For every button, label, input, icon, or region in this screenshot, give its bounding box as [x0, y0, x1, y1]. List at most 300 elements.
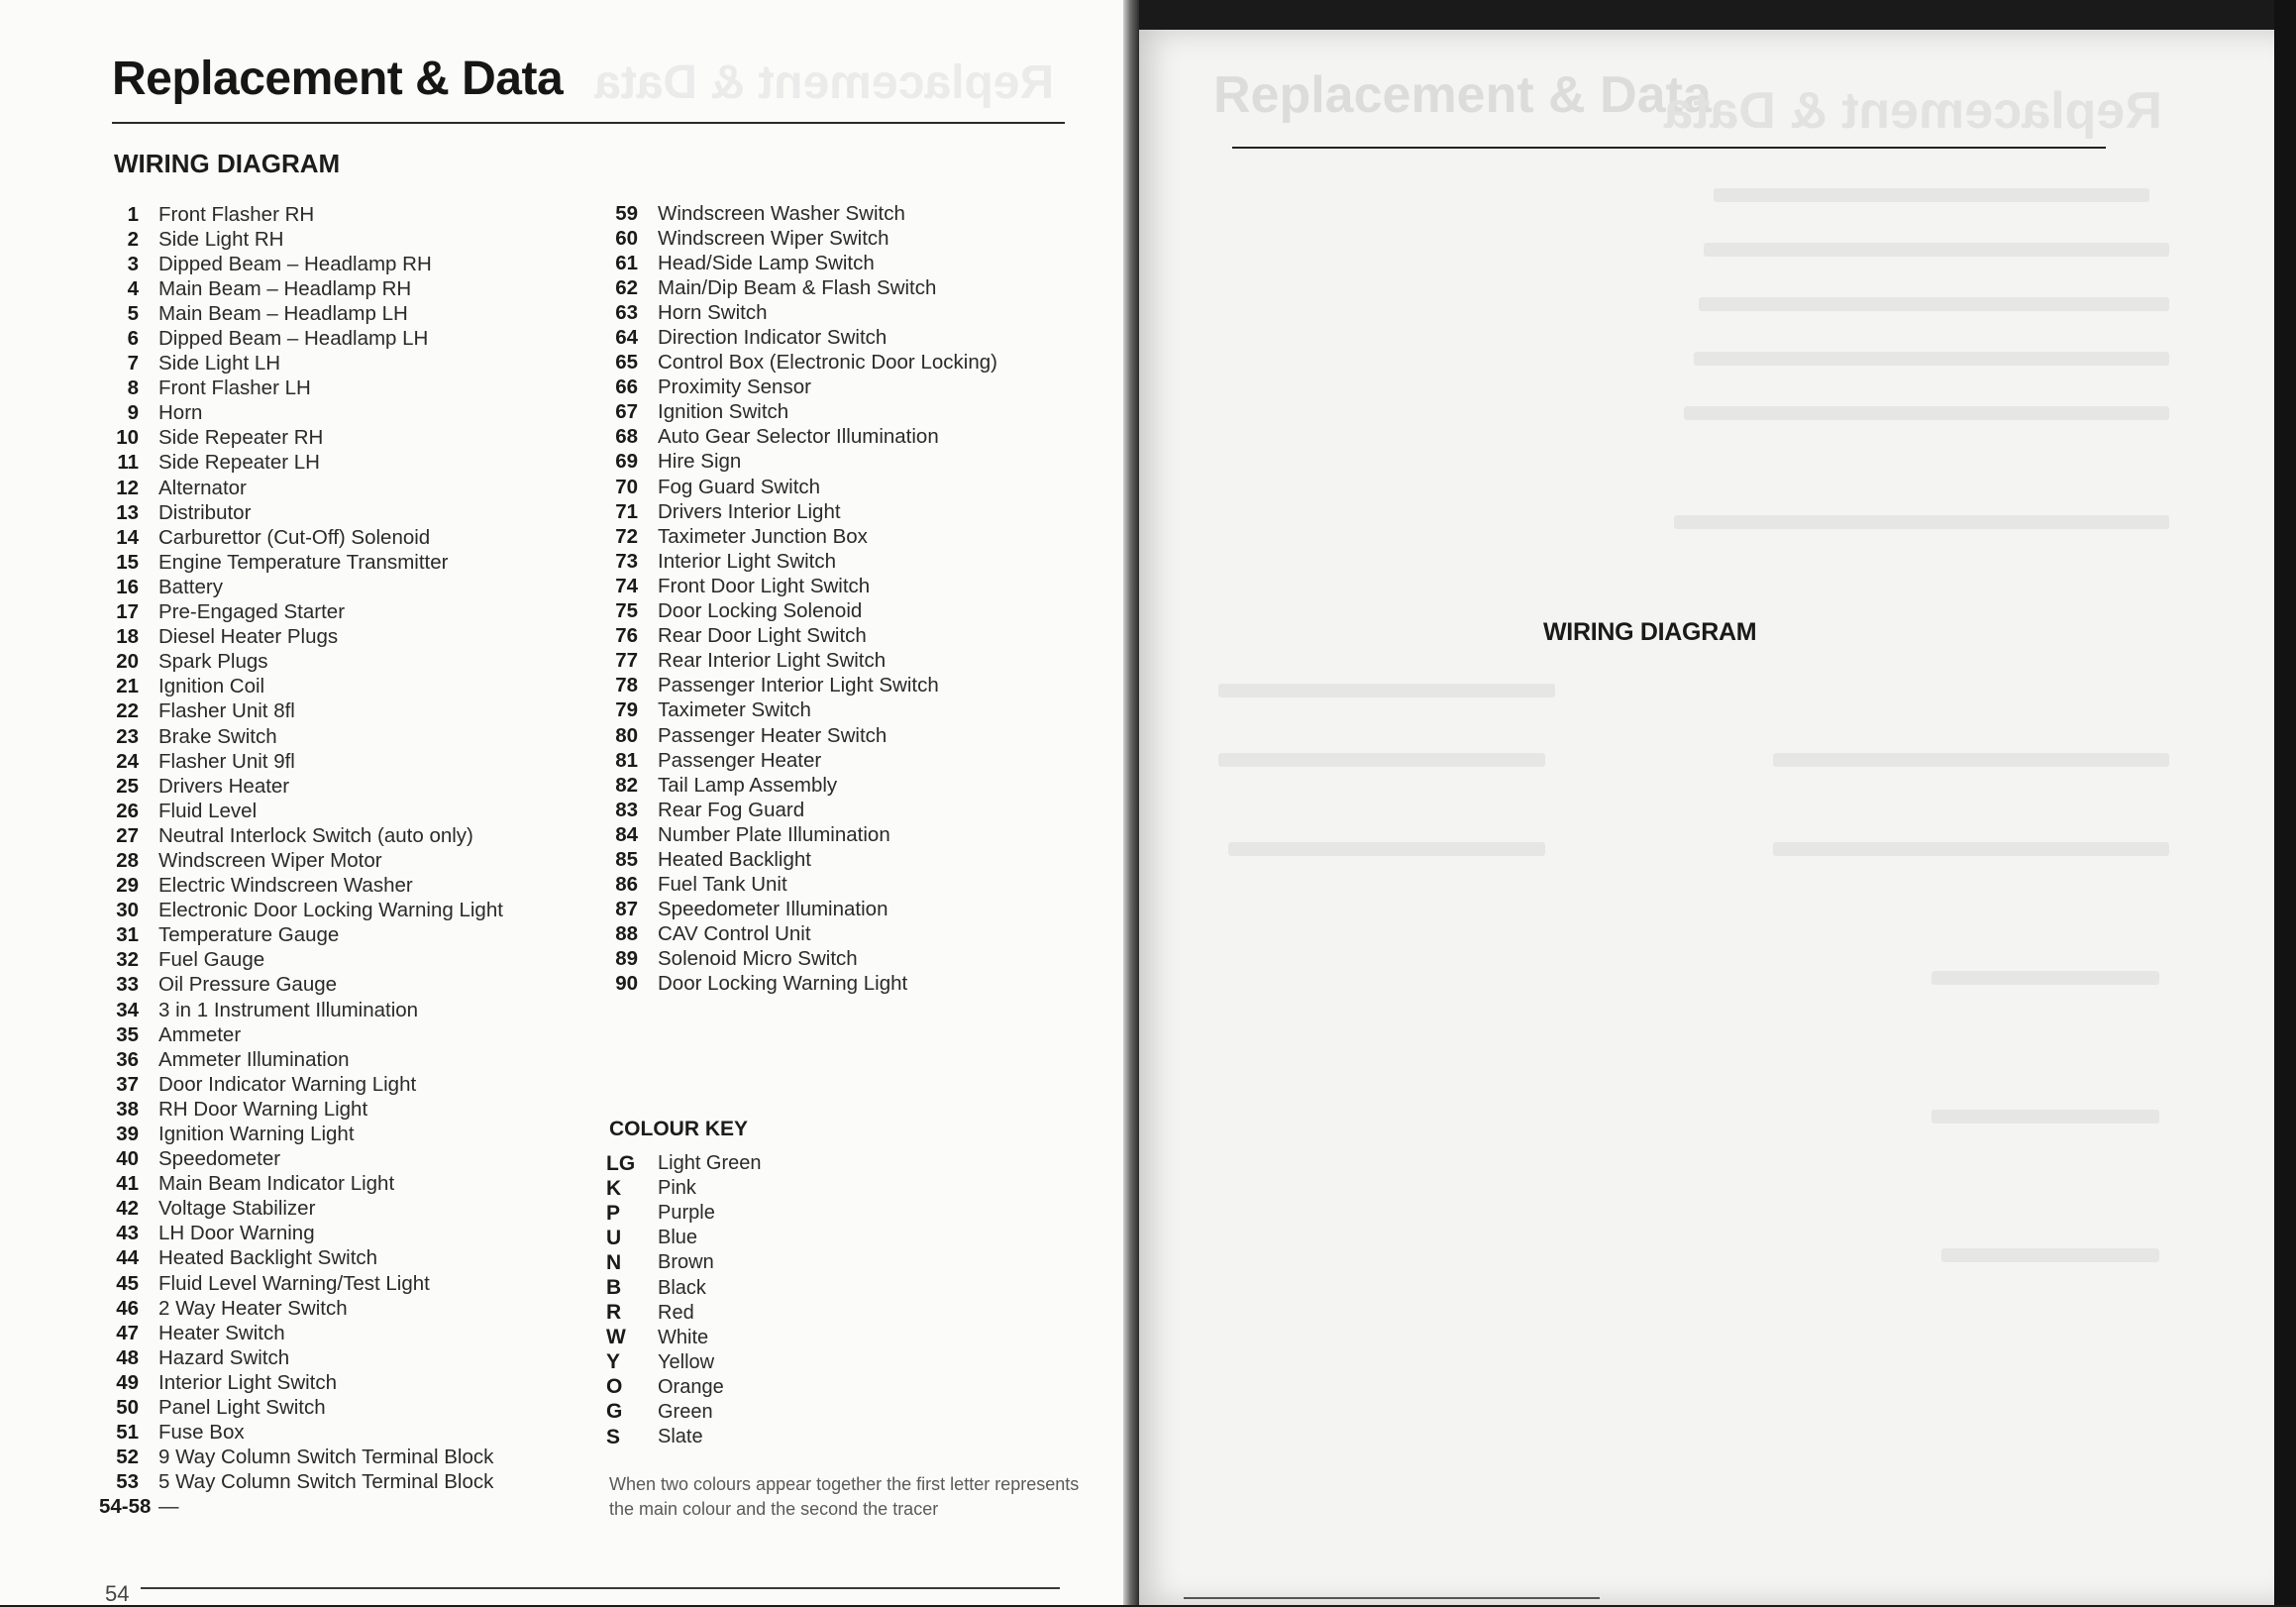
wiring-item-label: Interior Light Switch: [658, 549, 837, 573]
show-through-text: [1704, 243, 2169, 257]
wiring-item: [99, 1097, 503, 1122]
wiring-item-number: 79: [615, 698, 638, 722]
show-through-text: [1773, 842, 2169, 856]
wiring-item: [598, 922, 997, 947]
wiring-item-number: 28: [116, 848, 139, 872]
wiring-item: [598, 723, 997, 748]
colour-key-item: [606, 1151, 762, 1176]
wiring-item-label: Door Locking Solenoid: [658, 599, 863, 623]
wiring-item-number: 89: [615, 947, 638, 971]
colour-key-item: [606, 1350, 762, 1375]
wiring-item-label: Flasher Unit 8fl: [158, 699, 295, 723]
colour-key-item-label: Green: [658, 1400, 713, 1423]
wiring-item-label: Taximeter Junction Box: [658, 524, 868, 548]
wiring-item-number: 34: [116, 998, 139, 1021]
wiring-item-number: 84: [615, 822, 638, 846]
wiring-item: [598, 947, 997, 972]
wiring-item-label: Fuel Tank Unit: [658, 873, 787, 897]
wiring-item-number: 32: [116, 948, 139, 972]
wiring-item-label: Heater Switch: [158, 1321, 285, 1344]
wiring-item-number: 5: [127, 301, 139, 325]
wiring-item-label: CAV Control Unit: [658, 922, 811, 946]
wiring-item-label: Front Flasher RH: [158, 202, 315, 226]
right-page: [1131, 30, 2280, 1605]
wiring-item: [598, 450, 997, 475]
wiring-item: [99, 724, 503, 749]
wiring-item: [598, 898, 997, 922]
wiring-item-label: Passenger Heater: [658, 748, 822, 772]
wiring-item-number: 39: [116, 1123, 139, 1146]
wiring-item: [99, 675, 503, 699]
wiring-item-number: 68: [615, 425, 638, 449]
wiring-item-number: 20: [116, 650, 139, 674]
wiring-item: [99, 699, 503, 724]
wiring-item-number: 66: [615, 375, 638, 399]
colour-key-item-label: Brown: [658, 1251, 714, 1274]
show-through-text: [1699, 297, 2169, 311]
wiring-item-number: 21: [116, 675, 139, 698]
colour-key-item: [606, 1226, 762, 1250]
wiring-item: [598, 798, 997, 822]
wiring-item-label: Neutral Interlock Switch (auto only): [158, 823, 473, 847]
colour-key-item-label: Pink: [658, 1177, 696, 1200]
wiring-item: [598, 773, 997, 798]
wiring-item-label: Auto Gear Selector Illumination: [658, 425, 939, 449]
wiring-item: [99, 1470, 503, 1495]
wiring-item-number: 71: [615, 499, 638, 523]
wiring-item-label: Windscreen Washer Switch: [658, 201, 905, 225]
colour-key-item-number: S: [606, 1425, 621, 1448]
wiring-item-label: Speedometer: [158, 1147, 281, 1171]
wiring-item-number: 52: [116, 1446, 139, 1469]
wiring-item-number: 83: [615, 798, 638, 821]
wiring-item: [598, 822, 997, 847]
wiring-item-number: 3: [127, 252, 139, 275]
wiring-item-label: Front Door Light Switch: [658, 574, 871, 597]
wiring-item-label: Hazard Switch: [158, 1345, 290, 1369]
wiring-item-number: 67: [615, 400, 638, 424]
wiring-item: [598, 649, 997, 674]
wiring-item-label: Main/Dip Beam & Flash Switch: [658, 275, 937, 299]
wiring-item-number: 31: [116, 923, 139, 947]
wiring-item-label: Speedometer Illumination: [658, 898, 888, 921]
wiring-item-number: 72: [615, 524, 638, 548]
wiring-item-label: Horn: [158, 401, 203, 425]
colour-key-item-number: B: [606, 1276, 622, 1300]
show-through-text: [1931, 1110, 2159, 1124]
wiring-item-number: 1: [127, 202, 139, 226]
wiring-item: [598, 524, 997, 549]
book-spine: [1123, 0, 1139, 1605]
colour-key-item: [606, 1425, 762, 1449]
wiring-item-label: Taximeter Switch: [658, 698, 811, 722]
wiring-item-label: Door Indicator Warning Light: [158, 1072, 417, 1096]
wiring-item-label: Pre-Engaged Starter: [158, 600, 346, 624]
wiring-item: [598, 549, 997, 574]
wiring-item-number: 41: [116, 1172, 139, 1196]
colour-key-item: [606, 1301, 762, 1326]
wiring-item: [99, 1495, 503, 1520]
wiring-item-label: Number Plate Illumination: [658, 822, 890, 846]
wiring-item-label: Oil Pressure Gauge: [158, 973, 338, 997]
wiring-item-label: LH Door Warning: [158, 1222, 315, 1245]
colour-key-item: [606, 1176, 762, 1201]
wiring-item: [99, 276, 503, 301]
wiring-item-number: 15: [116, 550, 139, 574]
wiring-item: [99, 1396, 503, 1421]
wiring-item-label: Rear Fog Guard: [658, 798, 805, 821]
page-number: 54: [105, 1581, 130, 1606]
wiring-item-number: 46: [116, 1296, 139, 1320]
wiring-item-label: Rear Interior Light Switch: [658, 649, 887, 673]
colour-key-item: [606, 1275, 762, 1300]
colour-key-item-number: R: [606, 1301, 622, 1325]
wiring-item-number: 4: [127, 276, 139, 300]
wiring-item: [99, 376, 503, 401]
wiring-list-column-1: [99, 202, 503, 1520]
wiring-item-number: 81: [615, 748, 638, 772]
wiring-item: [99, 227, 503, 252]
wiring-item-number: 86: [615, 873, 638, 897]
wiring-item: [99, 948, 503, 973]
wiring-item-number: 12: [116, 476, 139, 499]
wiring-item-number: 35: [116, 1022, 139, 1046]
show-through-text: [1941, 1248, 2159, 1262]
section-heading: WIRING DIAGRAM: [114, 149, 341, 178]
wiring-item-label: Control Box (Electronic Door Locking): [658, 351, 997, 375]
wiring-item-number: 37: [116, 1072, 139, 1096]
wiring-item: [99, 823, 503, 848]
wiring-item: [99, 650, 503, 675]
wiring-item: [99, 500, 503, 525]
wiring-item-number: 60: [615, 226, 638, 250]
wiring-item-number: 44: [116, 1246, 139, 1270]
wiring-item-label: Electric Windscreen Washer: [158, 874, 413, 898]
wiring-item: [99, 1271, 503, 1296]
wiring-item: [598, 499, 997, 524]
wiring-item-label: Fluid Level Warning/Test Light: [158, 1271, 430, 1295]
wiring-item-number: 62: [615, 275, 638, 299]
wiring-item-number: 18: [116, 625, 139, 649]
wiring-item: [598, 325, 997, 350]
wiring-item-label: Fog Guard Switch: [658, 475, 821, 498]
title-rule: [112, 122, 1065, 124]
wiring-item-number: 40: [116, 1147, 139, 1171]
wiring-item-label: Side Light LH: [158, 352, 281, 375]
wiring-item-label: Proximity Sensor: [658, 375, 811, 399]
wiring-item-label: Head/Side Lamp Switch: [658, 251, 875, 274]
wiring-item-number: 2: [127, 227, 139, 251]
wiring-item-number: 45: [116, 1271, 139, 1295]
wiring-item-number: 49: [116, 1370, 139, 1394]
wiring-item: [99, 401, 503, 426]
wiring-item-label: Voltage Stabilizer: [158, 1197, 316, 1221]
wiring-item-number: 43: [116, 1222, 139, 1245]
right-section-heading: WIRING DIAGRAM: [1543, 618, 1757, 646]
wiring-item-label: Front Flasher LH: [158, 376, 311, 400]
wiring-item: [598, 674, 997, 698]
wiring-item-label: Electronic Door Locking Warning Light: [158, 899, 503, 922]
wiring-item: [99, 202, 503, 227]
colour-key-item-number: P: [606, 1201, 621, 1225]
wiring-item: [99, 525, 503, 550]
wiring-item-label: Rear Door Light Switch: [658, 624, 867, 648]
wiring-item-label: Ignition Coil: [158, 675, 265, 698]
wiring-item-label: Solenoid Micro Switch: [658, 947, 858, 971]
wiring-item: [598, 698, 997, 723]
wiring-item-label: Carburettor (Cut-Off) Solenoid: [158, 525, 431, 549]
show-through-title-right: Replacement & Data: [1213, 66, 1712, 124]
wiring-item-label: 5 Way Column Switch Terminal Block: [158, 1470, 494, 1494]
wiring-item-number: 29: [116, 874, 139, 898]
wiring-item-label: Hire Sign: [658, 450, 742, 474]
wiring-item-number: 36: [116, 1047, 139, 1071]
wiring-item-number: 10: [116, 426, 139, 450]
wiring-item: [99, 749, 503, 774]
wiring-item-label: 2 Way Heater Switch: [158, 1296, 348, 1320]
show-through-title: Replacement & Data: [594, 56, 1055, 109]
wiring-item-number: 7: [127, 352, 139, 375]
wiring-item: [598, 599, 997, 624]
wiring-item: [99, 476, 503, 500]
wiring-item-number: 22: [116, 699, 139, 723]
wiring-item: [99, 575, 503, 599]
wiring-item-label: Tail Lamp Assembly: [658, 773, 838, 797]
colour-key-item: [606, 1326, 762, 1350]
wiring-item-number: 53: [116, 1470, 139, 1494]
wiring-item: [598, 351, 997, 375]
wiring-item-number: 33: [116, 973, 139, 997]
wiring-item-number: 13: [116, 500, 139, 524]
wiring-item: [99, 1147, 503, 1172]
colour-key-item-number: W: [606, 1326, 626, 1349]
wiring-item-number: 6: [127, 327, 139, 351]
wiring-item-label: Panel Light Switch: [158, 1396, 326, 1420]
colour-key-item-number: U: [606, 1226, 622, 1249]
colour-key-item: [606, 1250, 762, 1275]
colour-key-item-label: Blue: [658, 1227, 698, 1249]
wiring-item: [598, 226, 997, 251]
wiring-item-number: 16: [116, 575, 139, 598]
wiring-item-label: Ammeter: [158, 1022, 242, 1046]
wiring-list-column-2: [598, 201, 997, 997]
wiring-item: [99, 352, 503, 376]
wiring-item: [99, 1022, 503, 1047]
wiring-item-label: Ignition Switch: [658, 400, 789, 424]
wiring-item: [99, 1321, 503, 1345]
wiring-item-number: 61: [615, 251, 638, 274]
wiring-item-label: Door Locking Warning Light: [658, 972, 908, 996]
wiring-item: [99, 1047, 503, 1072]
show-through-text: [1228, 842, 1545, 856]
wiring-item: [598, 300, 997, 325]
wiring-item: [598, 201, 997, 226]
wiring-item-number: 87: [615, 898, 638, 921]
colour-key-heading: COLOUR KEY: [609, 1118, 749, 1140]
wiring-item-label: Main Beam Indicator Light: [158, 1172, 395, 1196]
wiring-item-label: 3 in 1 Instrument Illumination: [158, 998, 419, 1021]
colour-key-item-number: G: [606, 1400, 623, 1424]
footer-rule: [141, 1587, 1060, 1589]
wiring-item-number: 63: [615, 300, 638, 324]
wiring-item: [99, 1345, 503, 1370]
wiring-item-label: RH Door Warning Light: [158, 1097, 368, 1121]
scan-edge: [2274, 0, 2296, 1605]
wiring-item-label: Dipped Beam – Headlamp RH: [158, 252, 432, 275]
wiring-item-number: 50: [116, 1396, 139, 1420]
wiring-item: [598, 972, 997, 997]
wiring-item-label: Windscreen Wiper Motor: [158, 848, 382, 872]
wiring-item-label: Drivers Interior Light: [658, 499, 841, 523]
show-through-text: [1714, 188, 2149, 202]
wiring-item-number: 69: [615, 450, 638, 474]
wiring-item-number: 78: [615, 674, 638, 697]
wiring-item: [99, 600, 503, 625]
wiring-item-label: Ammeter Illumination: [158, 1047, 350, 1071]
wiring-item-label: Flasher Unit 9fl: [158, 749, 295, 773]
wiring-item-label: Alternator: [158, 476, 247, 499]
wiring-item-label: Passenger Interior Light Switch: [658, 674, 939, 697]
wiring-item: [99, 1446, 503, 1470]
colour-key-item-label: White: [658, 1326, 709, 1348]
wiring-item-number: 75: [615, 599, 638, 623]
wiring-item: [99, 848, 503, 873]
wiring-item-label: Side Light RH: [158, 227, 284, 251]
show-through-text: [1773, 753, 2169, 767]
wiring-item: [99, 1197, 503, 1222]
wiring-item-number: 80: [615, 723, 638, 747]
right-footer-rule: [1184, 1597, 1600, 1599]
show-through-text: [1674, 515, 2169, 529]
wiring-item: [99, 1122, 503, 1146]
wiring-item: [598, 375, 997, 400]
wiring-item: [99, 625, 503, 650]
colour-key-item-label: Yellow: [658, 1350, 715, 1373]
wiring-item: [598, 624, 997, 649]
wiring-item-number: 73: [615, 549, 638, 573]
wiring-item-number: 11: [117, 451, 139, 475]
wiring-item-label: Windscreen Wiper Switch: [658, 226, 889, 250]
wiring-item-label: Horn Switch: [658, 300, 768, 324]
colour-key-item-label: Black: [658, 1276, 706, 1299]
wiring-item: [598, 873, 997, 898]
wiring-item-label: Heated Backlight Switch: [158, 1246, 378, 1270]
wiring-item-label: Fluid Level: [158, 799, 258, 822]
wiring-item: [99, 899, 503, 923]
wiring-item-label: Battery: [158, 575, 223, 598]
colour-key-item-number: K: [606, 1176, 622, 1200]
wiring-item: [99, 1246, 503, 1271]
wiring-item: [99, 326, 503, 351]
show-through-text: [1694, 352, 2169, 366]
wiring-item-number: 76: [615, 624, 638, 648]
colour-key-item: [606, 1400, 762, 1425]
wiring-item-number: 51: [116, 1421, 139, 1445]
wiring-item-label: Ignition Warning Light: [158, 1123, 355, 1146]
wiring-item-label: Side Repeater LH: [158, 451, 320, 475]
wiring-item-number: 24: [116, 749, 139, 773]
wiring-item-label: Distributor: [158, 500, 252, 524]
wiring-item-number: 59: [615, 201, 638, 225]
wiring-item: [99, 799, 503, 823]
wiring-item-number: 82: [615, 773, 638, 797]
wiring-item-label: Spark Plugs: [158, 650, 268, 674]
wiring-item: [99, 1172, 503, 1197]
wiring-item: [99, 550, 503, 575]
wiring-item: [99, 1370, 503, 1395]
wiring-item-number: 88: [615, 922, 638, 946]
wiring-item: [598, 748, 997, 773]
colour-key-list: [606, 1151, 762, 1449]
wiring-item-number: 54-58: [99, 1495, 152, 1519]
wiring-item: [598, 425, 997, 450]
wiring-item: [598, 400, 997, 425]
wiring-item-label: Fuse Box: [158, 1421, 245, 1445]
show-through-text: [1218, 684, 1555, 697]
wiring-item-label: Heated Backlight: [658, 847, 811, 871]
wiring-item: [99, 874, 503, 899]
wiring-item-label: 9 Way Column Switch Terminal Block: [158, 1446, 494, 1469]
colour-key-item-label: Slate: [658, 1426, 703, 1448]
wiring-item: [99, 1421, 503, 1446]
wiring-item: [598, 275, 997, 300]
wiring-item: [99, 301, 503, 326]
wiring-item-number: 9: [127, 401, 139, 425]
page-title: Replacement & Data: [112, 53, 564, 105]
wiring-item-number: 8: [127, 376, 139, 400]
colour-key-item-label: Orange: [658, 1375, 724, 1398]
wiring-item-number: 64: [615, 326, 638, 350]
wiring-item-number: 48: [116, 1345, 139, 1369]
wiring-item: [99, 451, 503, 476]
show-through-title-mirrored: Replacement & Data: [1664, 82, 2162, 140]
right-title-rule: [1232, 147, 2106, 149]
colour-key-item: [606, 1375, 762, 1400]
wiring-item-number: 42: [116, 1197, 139, 1221]
wiring-item-label: Diesel Heater Plugs: [158, 625, 339, 649]
wiring-item: [99, 973, 503, 998]
wiring-item-label: Main Beam – Headlamp LH: [158, 301, 408, 325]
wiring-item-label: —: [158, 1495, 179, 1519]
colour-key-item-number: Y: [606, 1350, 621, 1374]
wiring-item-label: Side Repeater RH: [158, 426, 324, 450]
wiring-item-label: Direction Indicator Switch: [658, 326, 887, 350]
wiring-item: [598, 847, 997, 872]
colour-key-item-label: Light Green: [658, 1152, 762, 1175]
colour-key-note: When two colours appear together the first letter represents the main colour and the second the tracer: [609, 1474, 1080, 1519]
wiring-item-number: 77: [615, 649, 638, 673]
wiring-item-number: 25: [116, 774, 139, 798]
wiring-item: [99, 426, 503, 451]
wiring-item: [598, 251, 997, 275]
wiring-item-number: 70: [615, 475, 638, 498]
wiring-item-label: Main Beam – Headlamp RH: [158, 276, 412, 300]
wiring-item-number: 23: [116, 724, 139, 748]
wiring-item-label: Interior Light Switch: [158, 1370, 338, 1394]
wiring-item-number: 30: [116, 899, 139, 922]
wiring-item-label: Engine Temperature Transmitter: [158, 550, 449, 574]
wiring-item-label: Dipped Beam – Headlamp LH: [158, 327, 429, 351]
wiring-item-number: 74: [615, 574, 638, 597]
wiring-item-number: 47: [116, 1321, 139, 1344]
wiring-item-number: 90: [615, 972, 638, 996]
show-through-text: [1684, 406, 2169, 420]
wiring-item: [99, 923, 503, 948]
show-through-text: [1218, 753, 1545, 767]
wiring-item: [598, 574, 997, 598]
wiring-item-label: Drivers Heater: [158, 774, 290, 798]
wiring-item-number: 17: [116, 600, 139, 624]
